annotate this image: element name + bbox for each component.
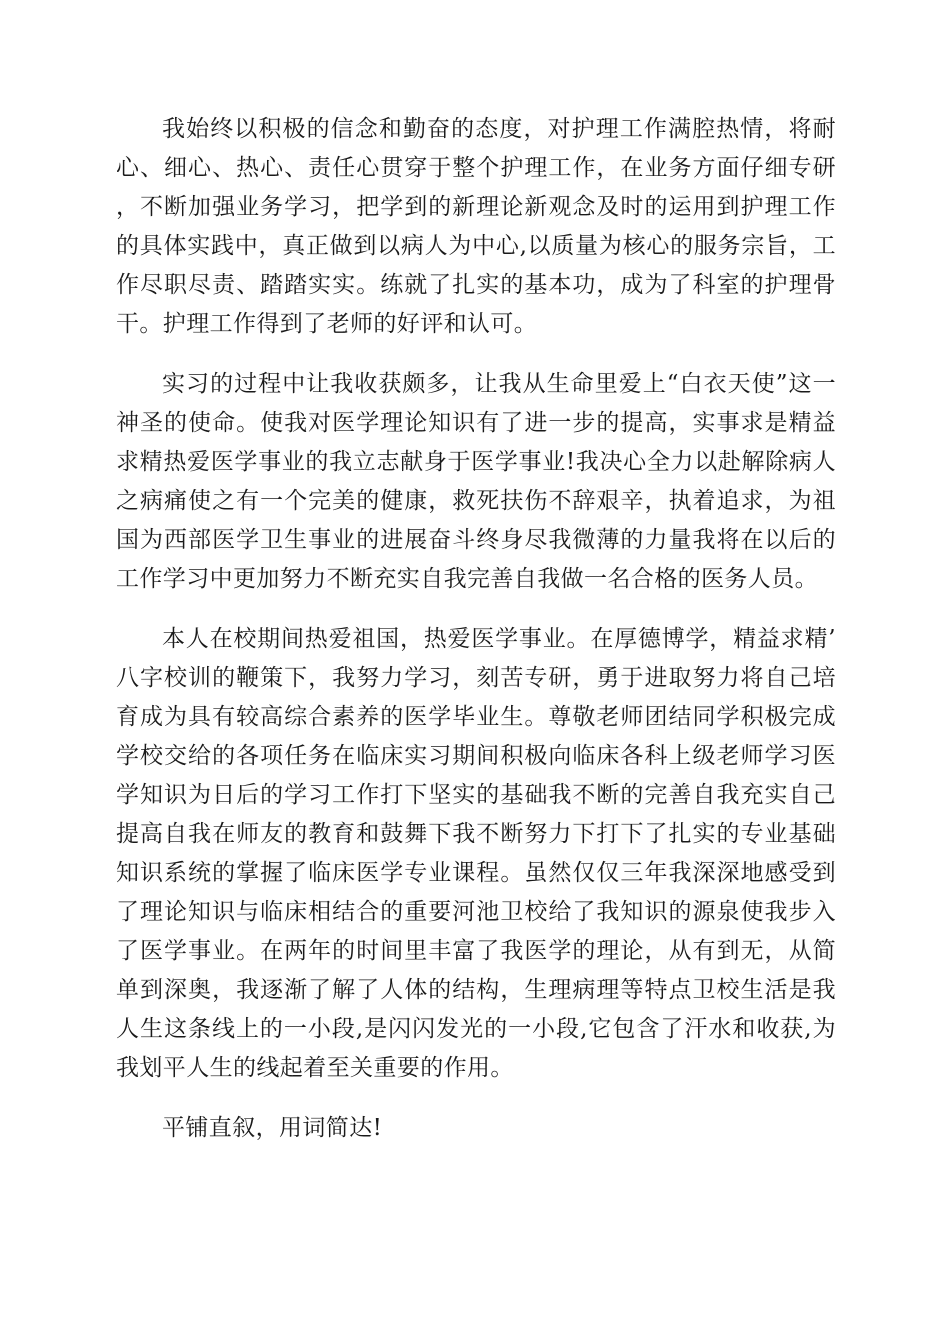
paragraph-3: 本人在校期间热爱祖国，热爱医学事业。在厚德博学，精益求精’八字校训的鞭策下，我努力学习，刻苦专研，勇于进取努力将自己培育成为具有较高综合素养的医学毕业生。尊敬老师团结同学积极完成学校交给的各项任务在临床实习期间积极向临床各科上级老师学习医学知识为日后的学习工作打下坚实的基础我不断的完善自我充实自己提高自我在师友的教育和鼓舞下我不断努力下打下了扎实的专业基础知识系统的掌握了临床医学专业课程。虽然仅仅三年我深深地感受到了理论知识与临床相结合的重要河池卫校给了我知识的源泉使我步入了医学事业。在两年的时间里丰富了我医学的理论，从有到无，从简单到深奥，我逐渐了解了人体的结构，生理病理等特点卫校生活是我人生这条线上的一小段,是闪闪发光的一小段,它包含了汗水和收获,为我划平人生的线起着至关重要的作用。 — [116, 626, 836, 1081]
paragraph-1: 我始终以积极的信念和勤奋的态度，对护理工作满腔热情，将耐心、细心、热心、责任心贯穿于整个护理工作，在业务方面仔细专研，不断加强业务学习，把学到的新理论新观念及时的运用到护理工作的具体实践中，真正做到以病人为中心,以质量为核心的服务宗旨，工作尽职尽责、踏踏实实。练就了扎实的基本功，成为了科室的护理骨干。护理工作得到了老师的好评和认可。 — [116, 116, 836, 337]
paragraph-2: 实习的过程中让我收获颇多，让我从生命里爱上“白衣天使”这一神圣的使命。使我对医学理论知识有了进一步的提高，实事求是精益求精热爱医学事业的我立志献身于医学事业!我决心全力以赴解除病人之病痛使之有一个完美的健康，救死扶伤不辞艰辛，执着追求，为祖国为西部医学卫生事业的进展奋斗终身尽我微薄的力量我将在以后的工作学习中更加努力不断充实自我完善自我做一名合格的医务人员。 — [116, 371, 836, 592]
document-body — [116, 110, 836, 1169]
paragraph-4: 平铺直叙，用词简达! — [162, 1115, 383, 1141]
